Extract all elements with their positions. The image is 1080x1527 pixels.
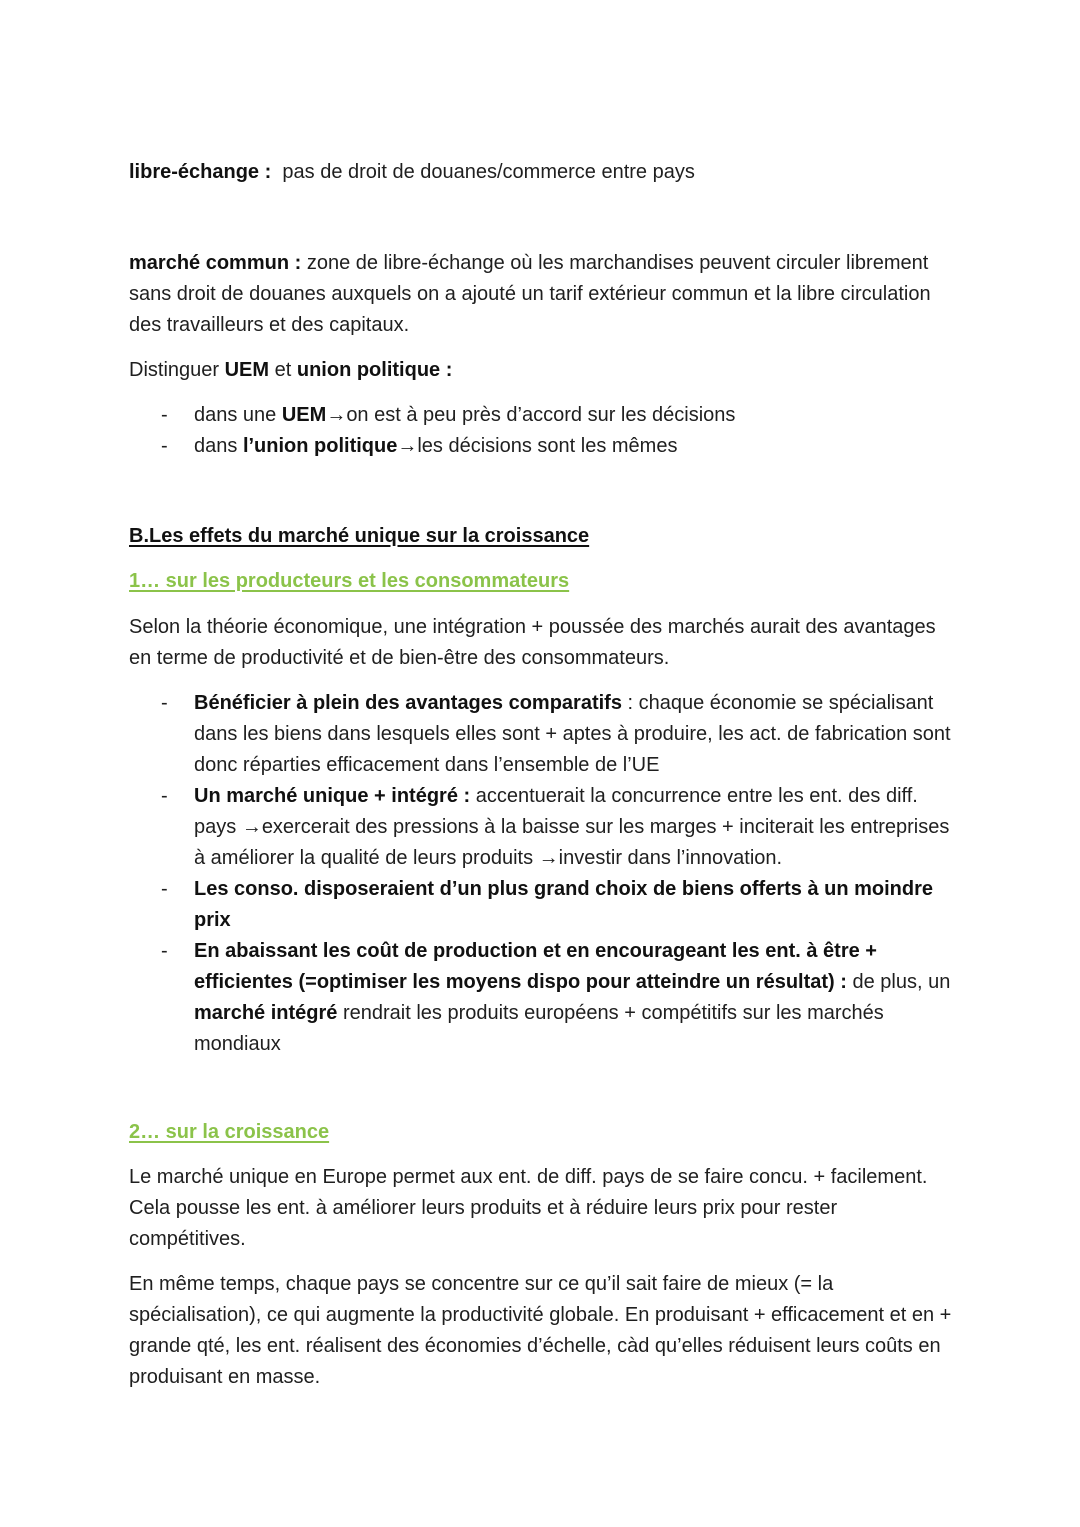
term-libre-echange: libre-échange : — [129, 161, 272, 183]
arrow-icon: → — [326, 404, 347, 426]
term-marche-commun: marché commun : — [129, 252, 302, 274]
definition-libre-echange — [129, 157, 959, 188]
term-uem: UEM — [224, 359, 270, 381]
list-item: - Un marché unique + intégré : accentuerait la concurrence entre les ent. des diff. pays →exercerait des pressions à la baisse sur les marges + inciterait les entreprises à améliorer la qualité de leurs produits →investir dans l’innovation. — [129, 781, 959, 874]
subsection-2-paragraph-2: En même temps, chaque pays se concentre sur ce qu’il sait faire de mieux (= la spécialisation), ce qui augmente la productivité globale. En produisant + efficacement et en + grande qté, les ent. réalisent des économies d’échelle, càd qu’elles réduisent leurs coûts en produisant en masse. — [129, 1273, 952, 1388]
distinguer-prefix: Distinguer — [129, 359, 225, 381]
subsection-1-intro: Selon la théorie économique, une intégration + poussée des marchés aurait des avantages en terme de productivité et de bien-être des consommateurs. — [129, 616, 936, 669]
list-item: - Bénéficier à plein des avantages comparatifs : chaque économie se spécialisant dans les biens dans lesquels elles sont + aptes à produire, les act. de fabrication sont donc réparties efficacement dans l’ensemble de l’UE — [129, 688, 959, 781]
definition-marche-commun — [129, 248, 959, 341]
distinguer-line — [129, 355, 959, 386]
definition-text: pas de droit de douanes/commerce entre pays — [282, 161, 695, 183]
list-item: - dans l’union politique→les décisions sont les mêmes — [129, 431, 959, 462]
effects-list — [129, 688, 959, 1060]
term-union-politique: union politique : — [296, 359, 453, 381]
arrow-icon: → — [241, 816, 262, 838]
subsection-1-heading: 1… sur les producteurs et les consommateurs — [129, 570, 570, 592]
list-item: - Les conso. disposeraient d’un plus grand choix de biens offerts à un moindre prix — [129, 874, 959, 936]
subsection-2-heading: 2… sur la croissance — [129, 1121, 330, 1143]
subsection-2-paragraph-1: Le marché unique en Europe permet aux ent. de diff. pays de se faire concu. + facilement. Cela pousse les ent. à améliorer leurs produits et à réduire leurs prix pour rester compétitives. — [129, 1166, 928, 1250]
list-item: - En abaissant les coût de production et en encourageant les ent. à être + efficientes (=optimiser les moyens dispo pour atteindre un résultat) : de plus, un marché intégré rendrait les produits européens + compétitifs sur les marchés mondiaux — [129, 936, 959, 1060]
list-item: - dans une UEM→on est à peu près d’accord sur les décisions — [129, 400, 959, 431]
definition-text: zone de libre-échange où les marchandises peuvent circuler librement sans droit de douanes auxquels on a ajouté un tarif extérieur commun et la libre circulation des travailleurs et des capitaux. — [129, 252, 931, 336]
arrow-icon: → — [538, 847, 559, 869]
section-b-heading: B.Les effets du marché unique sur la croissance — [129, 525, 590, 547]
distinguer-list — [129, 400, 959, 462]
distinguer-conjunction: et — [269, 359, 297, 381]
arrow-icon: → — [397, 435, 418, 457]
